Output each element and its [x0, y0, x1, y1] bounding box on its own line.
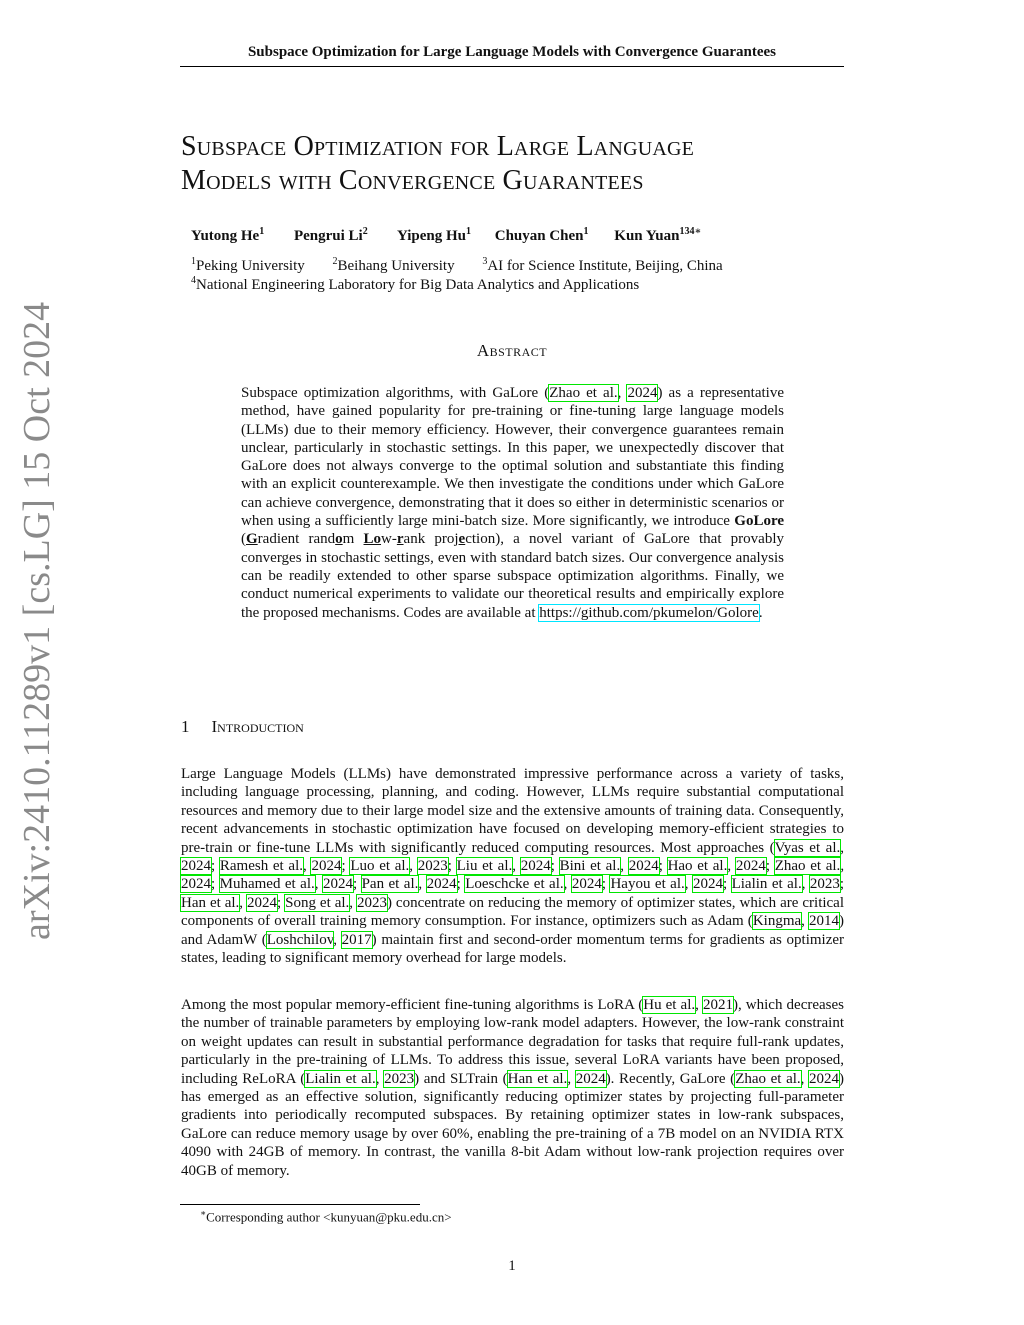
citation-link[interactable]: Kingma: [752, 913, 802, 930]
citation-link[interactable]: 2024: [809, 1070, 840, 1087]
citation-link[interactable]: 2024: [181, 858, 211, 875]
citation-link[interactable]: 2014: [809, 913, 840, 930]
intro-paragraph-1: Large Language Models (LLMs) have demonstrated impressive performance across a variety of tasks, including language processing, planning, and coding. However, LLMs require substantial computational resources and memory due to their large model size and the extensive amounts of training data. Consequently, recent advancements in stochastic optimization have focused on developing memory-efficient strategies to pre-train or fine-tune LLMs with significantly reduced computing resources. Most approaches (Vyas et al., 2024; Ramesh et al., 2024; Luo et al., 2023; Liu et al., 2024; Bini et al., 2024; Hao et al., 2024; Zhao et al., 2024; Muhamed et al., 2024; Pan et al., 2024; Loeschcke et al., 2024; Hayou et al., 2024; Lialin et al., 2023; Han et al., 2024; Song et al., 2023) concentrate on reducing the memory of optimizer states, which are critical components of overall training memory consumption. For instance, optimizers such as Adam (Kingma, 2014) and AdamW (Loshchilov, 2017) maintain first and second-order momentum terms for gradients as optimizer states, leading to significant memory overhead for large models.: [181, 766, 845, 967]
golore-term: GoLore: [734, 513, 784, 530]
citation-link[interactable]: Vyas et al.: [774, 839, 841, 856]
citation-link[interactable]: 2024: [311, 858, 342, 875]
citation-link[interactable]: 2023: [384, 1070, 415, 1087]
page-number: 1: [508, 1258, 516, 1274]
author: Yutong He$^1$: [191, 226, 265, 244]
affiliation-line-1: [191, 256, 723, 275]
code-url-link[interactable]: https://github.com/pkumelon/Golore: [539, 604, 759, 621]
citation-link[interactable]: 2017: [341, 931, 372, 948]
citation-link[interactable]: Luo et al.: [350, 858, 410, 875]
author-list: [191, 226, 701, 245]
affiliation: $^3$AI for Science Institute, Beijing, China: [482, 256, 723, 274]
citation-link[interactable]: 2024: [426, 876, 457, 893]
citation-link[interactable]: 2024: [322, 876, 353, 893]
author: Yipeng Hu$^1$: [396, 226, 471, 244]
citation-link[interactable]: Loshchilov: [266, 931, 334, 948]
author: Kun Yuan$^{134∗}$: [614, 226, 702, 244]
arxiv-stamp: arXiv:2410.11289v1 [cs.LG] 15 Oct 2024: [16, 301, 58, 940]
footnote: ∗Corresponding author <kunyuan@pku.edu.cn>: [200, 1208, 452, 1225]
citation-link[interactable]: Loeschcke et al.: [465, 876, 564, 893]
citation-link[interactable]: Zhao et al.: [735, 1070, 801, 1087]
citation-link[interactable]: Zhao et al.: [549, 385, 618, 401]
citation-link[interactable]: 2024: [575, 1070, 606, 1087]
citation-link[interactable]: 2024: [692, 876, 723, 893]
running-head: Subspace Optimization for Large Language Models with Convergence Guarantees: [247, 44, 777, 60]
citation-link[interactable]: Ramesh et al.: [219, 858, 303, 875]
citation-link[interactable]: 2024: [247, 894, 277, 911]
citation-link[interactable]: Song et al.: [285, 894, 350, 911]
citation-link[interactable]: Muhamed et al.: [219, 876, 315, 893]
citation-link[interactable]: 2024: [628, 858, 659, 875]
header-rule: [180, 66, 844, 67]
paper-title: [181, 130, 861, 198]
citation-link[interactable]: 2023: [417, 858, 448, 875]
abstract-heading: Abstract: [476, 341, 548, 360]
footnote-rule: [180, 1204, 420, 1205]
citation-link[interactable]: Bini et al.: [559, 858, 621, 875]
title-line-2: Models with Convergence Guarantees: [181, 165, 644, 196]
citation-link[interactable]: Hao et al.: [667, 858, 728, 875]
abstract-body: Subspace optimization algorithms, with GaLore (Zhao et al., 2024) as a representative method, have gained popularity for pre-training or fine-tuning large language models (LLMs) due to their memory efficiency. However, their convergence guarantees remain unclear, particularly in stochastic settings. In this paper, we unexpectedly discover that GaLore does not always converge to the optimal solution and substantiate this finding with an explicit counterexample. We then investigate the conditions under which GaLore can achieve convergence, demonstrating that it does so either in deterministic scenarios or when using a sufficiently large mini-batch size. More significantly, we introduce GoLore (Gradient random Low-rank projection), a novel variant of GaLore that provably converges in stochastic settings, even with standard batch sizes. Our convergence analysis can be readily extended to other sparse subspace optimization algorithms. Finally, we conduct numerical experiments to validate our theoretical results and empirically explore the proposed mechanisms. Codes are available at https://github.com/pkumelon/Golore.: [241, 385, 784, 621]
citation-link[interactable]: Han et al.: [181, 894, 240, 911]
author: Chuyan Chen$^1$: [494, 226, 589, 244]
citation-link[interactable]: 2024: [571, 876, 602, 893]
citation-link[interactable]: 2023: [809, 876, 840, 893]
citation-link[interactable]: Han et al.: [507, 1070, 568, 1087]
author: Pengrui Li$^2$: [293, 226, 368, 244]
citation-link[interactable]: Zhao et al.: [774, 858, 841, 875]
citation-link[interactable]: Liu et al.: [456, 858, 513, 875]
affiliation: $^2$Beihang University: [332, 256, 455, 274]
citation-link[interactable]: 2024: [627, 385, 658, 401]
citation-link[interactable]: Lialin et al.: [731, 876, 802, 893]
citation-link[interactable]: 2023: [356, 894, 387, 911]
citation-link[interactable]: Hayou et al.: [610, 876, 685, 893]
intro-paragraph-2: Among the most popular memory-efficient fine-tuning algorithms is LoRA (Hu et al., 2021), which decreases the number of trainable parameters by employing low-rank model adapters. However, the low-rank constraint on weight updates can result in substantial performance degradation for tasks that require full-rank updates, particularly in the pre-training of LLMs. To address this issue, several LoRA variants have been proposed, including ReLoRA (Lialin et al., 2023) and SLTrain (Han et al., 2024). Recently, GaLore (Zhao et al., 2024) has emerged as an effective solution, significantly reducing optimizer states by projecting full-parameter gradients into periodically recomputed subspaces. By retaining optimizer states in low-rank subspaces, GaLore can reduce memory usage by over 60%, enabling the pre-training of a 7B model on an NVIDIA RTX 4090 with 24GB of memory. In contrast, the vanilla 8-bit Adam without low-rank projection requires over 40GB of memory.: [181, 997, 845, 1179]
affiliation: $^1$Peking University: [191, 256, 305, 274]
citation-link[interactable]: Hu et al.: [643, 997, 696, 1013]
citation-link[interactable]: 2021: [702, 997, 733, 1013]
citation-link[interactable]: Lialin et al.: [305, 1070, 376, 1087]
affiliation: $^4$National Engineering Laboratory for Big Data Analytics and Applications: [191, 275, 640, 293]
citation-link[interactable]: 2024: [520, 858, 551, 875]
section-heading: 1 Introduction: [181, 717, 304, 736]
citation-link[interactable]: 2024: [181, 876, 211, 893]
citation-link[interactable]: 2024: [735, 858, 766, 875]
affiliation-line-2: [191, 275, 639, 294]
citation-link[interactable]: Pan et al.: [361, 876, 419, 893]
title-line-1: Subspace Optimization for Large Language: [181, 131, 695, 162]
